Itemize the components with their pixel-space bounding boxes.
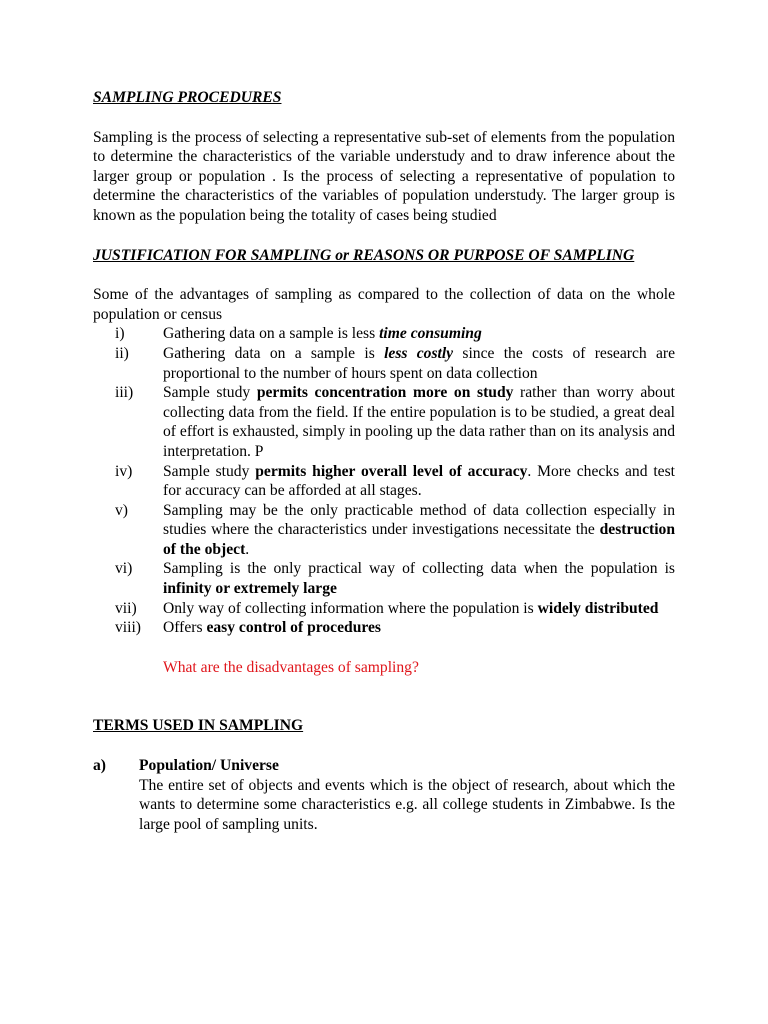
heading-justification-text: JUSTIFICATION FOR SAMPLING or REASONS OR PURPOSE OF SAMPLING <box>93 246 635 264</box>
emphasis: permits concentration more on study <box>256 384 514 402</box>
emphasis: less costly <box>384 344 454 362</box>
advantages-list <box>93 324 675 638</box>
list-item <box>93 344 675 383</box>
list-item-number: vii) <box>115 599 137 617</box>
list-item-text: Gathering data on a sample is less time consuming <box>163 325 482 343</box>
emphasis: infinity or extremely large <box>163 580 337 598</box>
list-item-text: Gathering data on a sample is less costly since the costs of research are proportional to the number of hours spent on data collection <box>163 344 675 382</box>
question-disadvantages: What are the disadvantages of sampling? <box>163 658 419 676</box>
list-item-text: Sample study permits higher overall level of accuracy. More checks and test for accuracy can be afforded at all stages. <box>163 462 675 500</box>
list-item-number: viii) <box>115 619 141 637</box>
advantages-intro: Some of the advantages of sampling as compared to the collection of data on the whole population or census <box>93 286 675 323</box>
heading-sampling-procedures: SAMPLING PROCEDURES <box>93 89 282 106</box>
term-item-number: a) <box>93 757 106 775</box>
heading-terms: TERMS USED IN SAMPLING <box>93 717 304 735</box>
document-page <box>93 88 675 834</box>
term-body: The entire set of objects and events which is the object of research, about which the wants to determine some characteristics e.g. all college students in Zimbabwe. Is the large pool of sampling units. <box>139 776 675 833</box>
list-item <box>93 599 675 619</box>
list-item <box>93 559 675 598</box>
list-item-text: Sample study permits concentration more on study rather than worry about collecting data from the field. If the entire population is to be studied, a great deal of effort is exhausted, simply in pooling up the data rather than on its analysis and interpretation. P <box>163 384 675 460</box>
list-item <box>93 501 675 560</box>
list-item <box>93 618 675 638</box>
emphasis: destruction of the object <box>163 521 675 558</box>
list-item-text: Sampling may be the only practicable method of data collection especially in studies where the characteristics under investigations necessitate the destruction of the object. <box>163 501 675 558</box>
list-item-number: i) <box>115 325 125 343</box>
list-item <box>93 462 675 501</box>
emphasis: easy control of procedures <box>206 619 381 637</box>
term-item <box>93 756 675 834</box>
list-item-number: iv) <box>115 462 133 480</box>
list-item <box>93 383 675 461</box>
emphasis: widely distributed <box>537 599 659 617</box>
list-item-text: Offers easy control of procedures <box>163 619 381 637</box>
list-item-number: iii) <box>115 384 134 402</box>
emphasis: time consuming <box>379 325 482 343</box>
list-item <box>93 324 675 344</box>
term-title: Population/ Universe <box>139 757 279 775</box>
term-item-content <box>139 756 675 834</box>
intro-paragraph: Sampling is the process of selecting a representative sub-set of elements from the population to determine the characteristics of the variable understudy and to draw inference about the larger group or population . Is the process of selecting a representative of population to determine the characteristics of the variables of population understudy. The larger group is known as the population being the totality of cases being studied <box>93 128 675 224</box>
list-item-number: v) <box>115 501 128 519</box>
list-item-text: Only way of collecting information where the population is widely distributed <box>163 599 659 617</box>
list-item-number: ii) <box>115 344 129 362</box>
heading-justification <box>93 246 675 266</box>
list-item-number: vi) <box>115 560 133 578</box>
list-item-text: Sampling is the only practical way of collecting data when the population is infinity or extremely large <box>163 560 675 598</box>
emphasis: permits higher overall level of accuracy <box>255 462 528 480</box>
